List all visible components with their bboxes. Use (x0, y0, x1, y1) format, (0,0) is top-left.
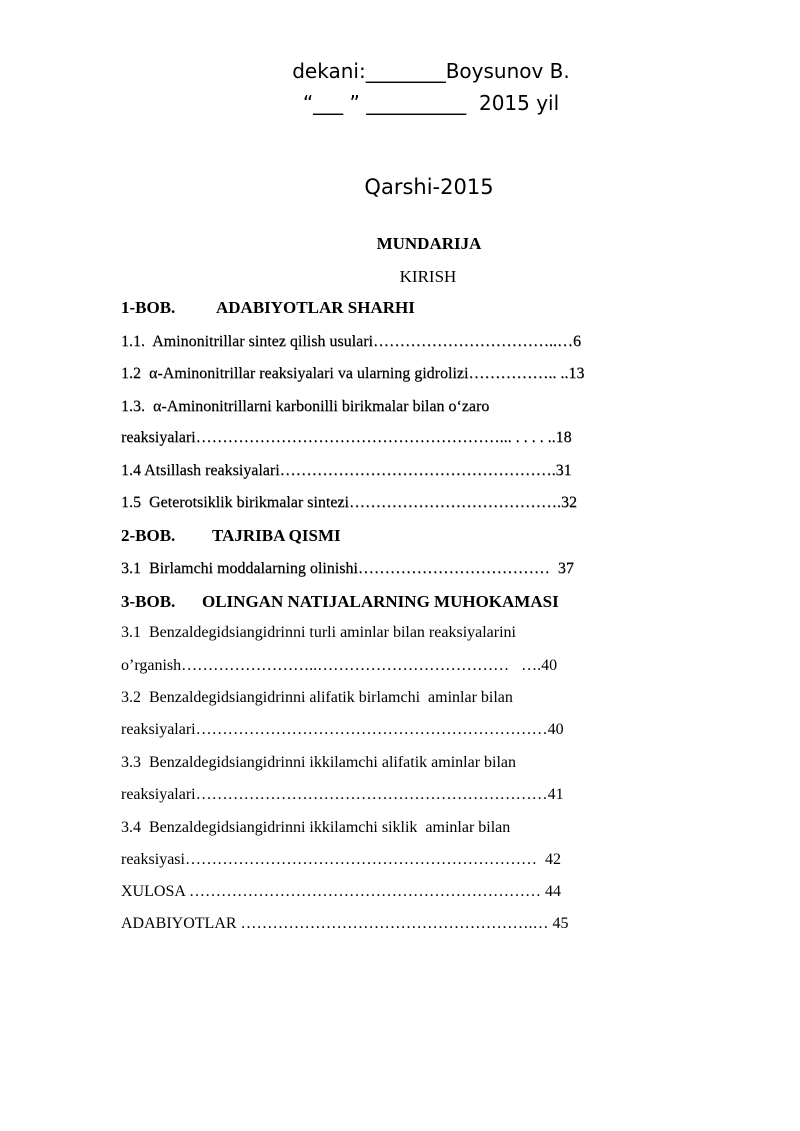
toc-entry-1-4: 1.4 Atsillash reaksiyalari…………………………………………….31 (121, 462, 572, 479)
toc-entry-3-3-cont: reaksiyalari…………………………………………………………41 (121, 786, 564, 803)
approval-date-line: “___ ” __________ 2015 yil (302, 91, 560, 115)
toc-entry-1-3: 1.3. α-Aminonitrillarni karbonilli birikmalar bilan o‘zaro (121, 398, 490, 415)
toc-entry-1-3-cont: reaksiyalari…………………………………………………... . . . . ..18 (121, 429, 572, 446)
toc-conclusion: XULOSA ………………………………………………………… 44 (121, 883, 562, 900)
toc-entry-3-1-cont: o’rganish……………………..……………………………… ….40 (121, 657, 558, 674)
toc-entry-1-2: 1.2 α-Aminonitrillar reaksiyalari va ularning gidrolizi…………….. ..13 (121, 365, 585, 382)
chapter-2-heading (121, 526, 341, 546)
chapter-number: 1-BOB. (121, 298, 176, 317)
place-year: Qarshi-2015 (364, 175, 494, 199)
toc-entry-3-2-cont: reaksiyalari…………………………………………………………40 (121, 721, 564, 738)
chapter-title: TAJRIBA QISMI (212, 526, 341, 545)
toc-entry-3-3: 3.3 Benzaldegidsiangidrinni ikkilamchi alifatik aminlar bilan (121, 754, 517, 771)
chapter-number: 2-BOB. (121, 526, 176, 545)
toc-entry-3-2: 3.2 Benzaldegidsiangidrinni alifatik birlamchi aminlar bilan (121, 689, 513, 706)
dean-signature-line: dekani:________Boysunov B. (292, 59, 570, 83)
toc-intro: KIRISH (399, 267, 457, 286)
toc-entry-3-1: 3.1 Benzaldegidsiangidrinni turli aminlar bilan reaksiyalarini (121, 624, 516, 641)
chapter-1-heading (121, 298, 415, 318)
toc-entry-1-1: 1.1. Aminonitrillar sintez qilish usulari……………………………..…6 (121, 333, 581, 350)
chapter-title: ADABIYOTLAR SHARHI (216, 298, 415, 317)
chapter-number: 3-BOB. (121, 592, 176, 611)
chapter-title: OLINGAN NATIJALARNING MUHOKAMASI (202, 592, 559, 611)
toc-references: ADABIYOTLAR ……………………………………………….… 45 (121, 915, 569, 932)
chapter-3-heading (121, 592, 559, 612)
toc-entry-2-1: 3.1 Birlamchi moddalarning olinishi……………………………… 37 (121, 560, 574, 577)
toc-entry-1-5: 1.5 Geterotsiklik birikmalar sintezi………………………………….32 (121, 494, 577, 511)
toc-entry-3-4: 3.4 Benzaldegidsiangidrinni ikkilamchi siklik aminlar bilan (121, 819, 511, 836)
toc-title: MUNDARIJA (376, 234, 482, 253)
toc-entry-3-4-cont: reaksiyasi………………………………………………………… 42 (121, 851, 561, 868)
